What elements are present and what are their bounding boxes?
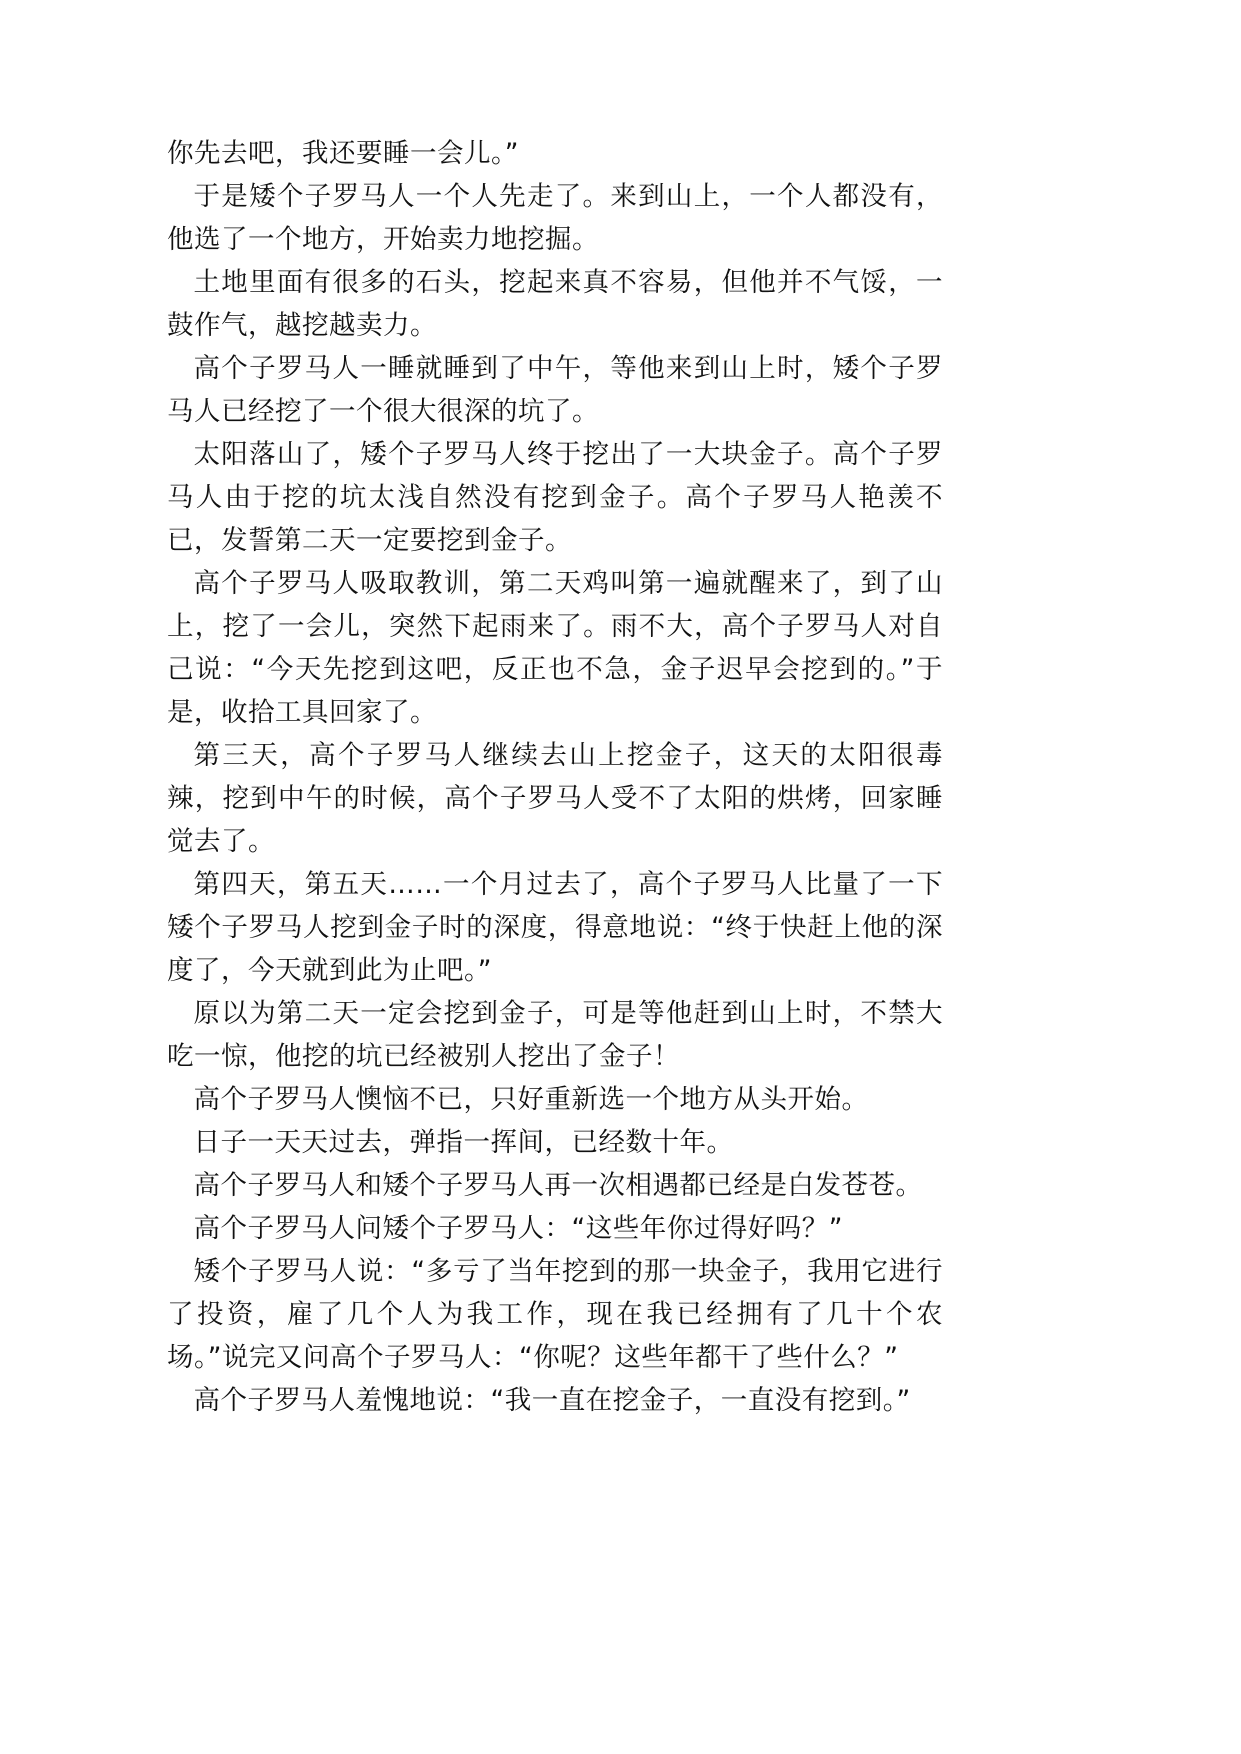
paragraph: 日子一天天过去，弹指一挥间，已经数十年。 xyxy=(193,1127,734,1158)
paragraph: 原以为第二天一定会挖到金子，可是等他赶到山上时，不禁大吃一惊，他挖的坑已经被别人挖出了金子！ xyxy=(167,998,943,1072)
paragraph: 高个子罗马人问矮个子罗马人：“这些年你过得好吗？” xyxy=(193,1213,843,1244)
paragraph: 高个子罗马人一睡就睡到了中午，等他来到山上时，矮个子罗马人已经挖了一个很大很深的坑了。 xyxy=(167,353,943,427)
paragraph: 矮个子罗马人说：“多亏了当年挖到的那一块金子，我用它进行了投资，雇了几个人为我工作，现在我已经拥有了几十个农场。”说完又问高个子罗马人：“你呢？这些年都干了些什么？” xyxy=(167,1256,943,1373)
document-page xyxy=(167,132,943,1422)
paragraph: 高个子罗马人吸取教训，第二天鸡叫第一遍就醒来了，到了山上，挖了一会儿，突然下起雨来了。雨不大，高个子罗马人对自己说：“今天先挖到这吧，反正也不急，金子迟早会挖到的。”于是，收拾工具回家了。 xyxy=(167,568,943,728)
paragraph: 太阳落山了，矮个子罗马人终于挖出了一大块金子。高个子罗马人由于挖的坑太浅自然没有挖到金子。高个子罗马人艳羡不已，发誓第二天一定要挖到金子。 xyxy=(167,439,943,556)
paragraph: 高个子罗马人懊恼不已，只好重新选一个地方从头开始。 xyxy=(193,1084,869,1115)
paragraph: 高个子罗马人羞愧地说：“我一直在挖金子，一直没有挖到。” xyxy=(193,1385,911,1416)
paragraph: 第三天，高个子罗马人继续去山上挖金子，这天的太阳很毒辣，挖到中午的时候，高个子罗马人受不了太阳的烘烤，回家睡觉去了。 xyxy=(167,740,943,857)
paragraph-continuation: 你先去吧，我还要睡一会儿。” xyxy=(167,138,519,169)
paragraph: 第四天，第五天……一个月过去了，高个子罗马人比量了一下矮个子罗马人挖到金子时的深度，得意地说：“终于快赶上他的深度了，今天就到此为止吧。” xyxy=(167,869,943,986)
paragraph: 于是矮个子罗马人一个人先走了。来到山上，一个人都没有，他选了一个地方，开始卖力地挖掘。 xyxy=(167,181,943,255)
paragraph: 土地里面有很多的石头，挖起来真不容易，但他并不气馁，一鼓作气，越挖越卖力。 xyxy=(167,267,943,341)
paragraph: 高个子罗马人和矮个子罗马人再一次相遇都已经是白发苍苍。 xyxy=(193,1170,923,1201)
